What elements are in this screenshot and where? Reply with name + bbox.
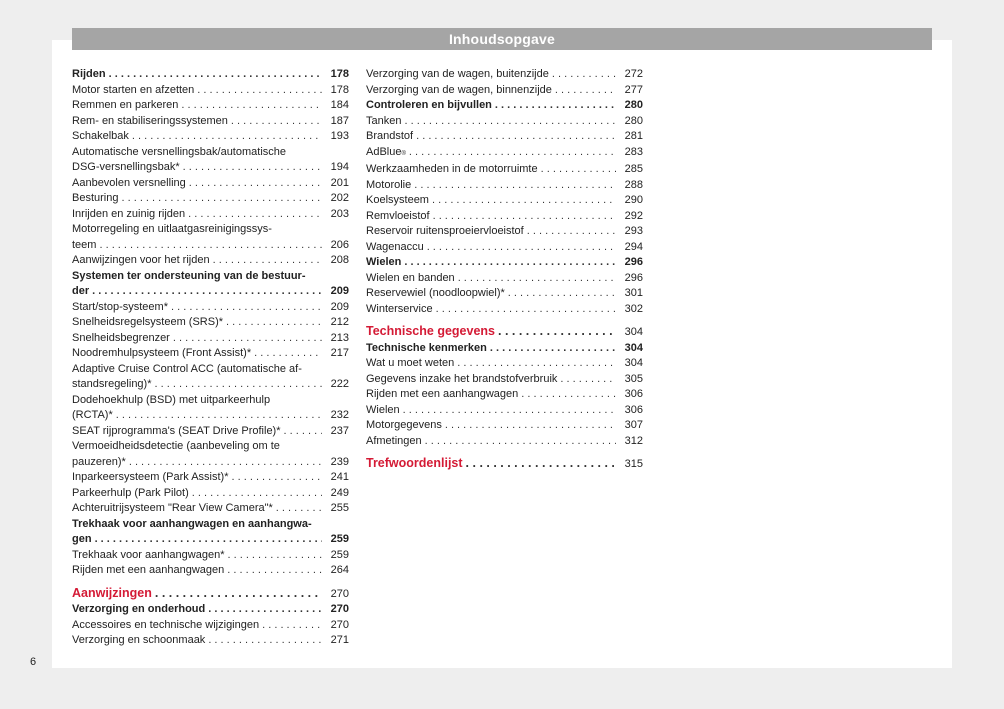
- toc-entry[interactable]: [72, 331, 349, 347]
- toc-page-number: 202: [330, 192, 349, 204]
- toc-entry-label: Verzorging van de wagen, buitenzijde: [366, 68, 549, 80]
- dot-leader: [109, 67, 322, 83]
- toc-page-number: 272: [624, 68, 643, 80]
- dot-leader: [521, 387, 616, 403]
- toc-page-number: 255: [330, 502, 349, 514]
- toc-entry-label: Wat u moet weten: [366, 357, 455, 369]
- toc-page-number: 288: [624, 178, 643, 191]
- toc-entry[interactable]: [366, 324, 643, 341]
- toc-entry-row: [72, 284, 349, 300]
- dot-leader: [403, 403, 616, 419]
- toc-entry-row: [366, 193, 643, 209]
- toc-entry[interactable]: [72, 548, 349, 564]
- dot-leader: [155, 586, 322, 602]
- toc-entry[interactable]: [366, 302, 643, 318]
- toc-entry-label: SEAT rijprogramma's (SEAT Drive Profile)*: [72, 424, 281, 437]
- toc-entry[interactable]: [366, 114, 643, 130]
- header-bar: [72, 28, 932, 50]
- toc-entry-row: [72, 67, 349, 83]
- toc-page-number: 302: [624, 302, 643, 315]
- toc-entry[interactable]: [366, 271, 643, 287]
- toc-entry[interactable]: [72, 470, 349, 486]
- toc-entry-label: Remvloeistof: [366, 209, 430, 222]
- toc-entry-label: Wielen: [366, 256, 402, 268]
- toc-entry-row: [366, 356, 643, 372]
- toc-entry[interactable]: [72, 393, 349, 424]
- toc-entry-row: [366, 403, 643, 419]
- toc-page-number: 239: [330, 455, 349, 468]
- toc-entry-row: [72, 83, 349, 99]
- toc-entry-row: [72, 532, 349, 548]
- toc-entry-label: standsregeling)*: [72, 378, 152, 390]
- dot-leader: [232, 470, 323, 486]
- toc-entry[interactable]: [366, 286, 643, 302]
- toc-entry[interactable]: [72, 517, 349, 548]
- toc-entry-row: [72, 315, 349, 331]
- toc-entry[interactable]: [72, 439, 349, 470]
- toc-entry-label: Brandstof: [366, 130, 414, 142]
- toc-entry-label: Inrijden en zuinig rijden: [72, 207, 186, 220]
- dot-leader: [498, 324, 616, 340]
- toc-entry-label: Snelheidsbegrenzer: [72, 331, 170, 344]
- toc-entry[interactable]: [366, 341, 643, 357]
- dot-leader: [95, 532, 322, 548]
- toc-entry-label: Verzorging van de wagen, binnenzijde: [366, 83, 552, 96]
- toc-entry-label: Tanken: [366, 114, 402, 127]
- toc-entry-row: [72, 129, 349, 145]
- toc-entry-first-line: Adaptive Cruise Control ACC (automatische af-: [72, 362, 302, 375]
- toc-entry-label: Technische kenmerken: [366, 341, 487, 354]
- page-title: Inhoudsopgave: [448, 31, 556, 47]
- toc-page-number: 206: [330, 238, 349, 251]
- toc-page-number: 193: [330, 130, 349, 142]
- toc-entry-label: Verzorging en onderhoud: [72, 603, 206, 615]
- toc-entry-row: [72, 300, 349, 316]
- toc-page-number: 304: [624, 341, 643, 354]
- toc-left-column: [72, 67, 349, 649]
- dot-leader: [192, 486, 322, 502]
- toc-entry[interactable]: [366, 418, 643, 434]
- page-number: 6: [30, 656, 37, 668]
- toc-entry-label: Verzorging en schoonmaak: [72, 634, 206, 646]
- toc-entry-first-line: Automatische versnellingsbak/automatische: [72, 145, 287, 158]
- toc-entry-label: Motorgegevens: [366, 419, 442, 431]
- toc-entry-row: [366, 456, 643, 473]
- dot-leader: [213, 253, 322, 269]
- dot-leader: [433, 209, 616, 225]
- toc-page-number: 270: [330, 603, 349, 615]
- toc-entry-first-line: Vermoeidheidsdetectie (aanbeveling om te: [72, 440, 280, 452]
- toc-entry[interactable]: [366, 387, 643, 403]
- toc-entry[interactable]: [366, 129, 643, 145]
- toc-entry-row: [72, 98, 349, 114]
- dot-leader: [262, 618, 322, 634]
- toc-entry-row: [72, 207, 349, 223]
- toc-entry-label: Rijden: [72, 68, 106, 80]
- dot-leader: [508, 286, 616, 302]
- toc-entry-label: Winterservice: [366, 302, 433, 315]
- toc-page-number: 306: [624, 403, 643, 416]
- dot-leader: [552, 67, 616, 83]
- toc-entry-row: [72, 486, 349, 502]
- toc-entry-row: [72, 618, 349, 634]
- toc-entry-label: Besturing: [72, 192, 119, 204]
- toc-entry-label: Snelheidsregelsysteem (SRS)*: [72, 316, 224, 328]
- toc-page-number: 304: [624, 357, 643, 369]
- toc-entry-row: [72, 602, 349, 618]
- dot-leader: [404, 114, 616, 130]
- toc-entry[interactable]: [366, 224, 643, 240]
- toc-entry[interactable]: [72, 129, 349, 145]
- toc-entry-label: Achteruitrijsysteem "Rear View Camera"*: [72, 502, 273, 514]
- toc-entry-label: Inparkeersysteem (Park Assist)*: [72, 471, 229, 483]
- toc-entry[interactable]: [72, 300, 349, 316]
- toc-entry-row: [366, 434, 643, 450]
- toc-entry-label: Controleren en bijvullen: [366, 99, 492, 111]
- dot-leader: [445, 418, 616, 434]
- toc-entry-row: [72, 114, 349, 130]
- toc-page-number: 249: [330, 486, 349, 499]
- toc-entry-row: [366, 145, 643, 163]
- toc-page-number: 203: [330, 207, 349, 220]
- toc-entry[interactable]: [72, 586, 349, 603]
- toc-entry[interactable]: [366, 240, 643, 256]
- toc-page-number: 270: [330, 618, 349, 631]
- dot-leader: [541, 162, 616, 178]
- toc-entry-row: [366, 240, 643, 256]
- toc-page-number: 277: [624, 83, 643, 96]
- dot-leader: [231, 114, 322, 130]
- toc-entry-label: AdBlue: [366, 145, 402, 158]
- toc-entry-label: pauzeren)*: [72, 455, 126, 468]
- toc-entry-row: [366, 224, 643, 240]
- dot-leader: [254, 346, 322, 362]
- dot-leader: [171, 300, 322, 316]
- dot-leader: [284, 424, 322, 440]
- dot-leader: [181, 98, 322, 114]
- toc-entry[interactable]: [366, 67, 643, 83]
- toc-entry[interactable]: [366, 209, 643, 225]
- dot-leader: [189, 176, 322, 192]
- toc-page-number: 293: [624, 225, 643, 237]
- dot-leader: [466, 456, 616, 472]
- toc-entry-label: Werkzaamheden in de motorruimte: [366, 163, 538, 175]
- toc-entry-label: Motor starten en afzetten: [72, 83, 195, 96]
- dot-leader: [208, 602, 322, 618]
- dot-leader: [227, 563, 322, 579]
- toc-entry-row: [72, 191, 349, 207]
- dot-leader: [495, 98, 616, 114]
- toc-page-number: 201: [330, 176, 349, 189]
- toc-entry-row: [366, 98, 643, 114]
- toc-entry-row: [72, 455, 349, 471]
- toc-entry[interactable]: [366, 193, 643, 209]
- toc-page-number: 212: [330, 316, 349, 328]
- toc-entry[interactable]: [72, 424, 349, 440]
- toc-entry[interactable]: [366, 145, 643, 163]
- toc-page-number: 292: [624, 209, 643, 222]
- toc-page-number: 259: [330, 533, 349, 545]
- toc-entry[interactable]: [72, 145, 349, 176]
- toc-entry-first-line: Motorregeling en uitlaatgasreinigingssys-: [72, 223, 272, 235]
- toc-entry-row: [366, 302, 643, 318]
- toc-page-number: 281: [624, 130, 643, 142]
- toc-entry[interactable]: [366, 372, 643, 388]
- toc-entry-label: (RCTA)*: [72, 409, 113, 421]
- toc-page-number: 305: [624, 372, 643, 385]
- toc-entry[interactable]: [366, 356, 643, 372]
- toc-entry-row: [72, 346, 349, 362]
- toc-page-number: 208: [330, 254, 349, 266]
- toc-entry-label: Parkeerhulp (Park Pilot): [72, 486, 189, 499]
- toc-entry-row: [72, 408, 349, 424]
- dot-leader: [197, 83, 322, 99]
- toc-entry-label: gen: [72, 533, 92, 545]
- toc-entry[interactable]: [366, 178, 643, 194]
- toc-entry-label: Technische gegevens: [366, 324, 495, 338]
- toc-entry[interactable]: [366, 403, 643, 419]
- toc-entry-row: [72, 548, 349, 564]
- toc-page-number: 232: [330, 409, 349, 421]
- toc-entry-row: [72, 176, 349, 192]
- toc-entry[interactable]: [72, 67, 349, 83]
- dot-leader: [155, 377, 323, 393]
- dot-leader: [226, 315, 322, 331]
- toc-entry-label: Trefwoordenlijst: [366, 456, 463, 470]
- toc-right-column: [366, 67, 643, 473]
- toc-entry-row: [366, 162, 643, 178]
- toc-entry-label: Rijden met een aanhangwagen: [72, 564, 225, 576]
- toc-entry-row: [366, 67, 643, 83]
- toc-entry-label: der: [72, 285, 90, 297]
- toc-entry-first-line: Dodehoekhulp (BSD) met uitparkeerhulp: [72, 393, 271, 406]
- toc-entry-label: Remmen en parkeren: [72, 99, 179, 111]
- toc-page-number: 290: [624, 194, 643, 206]
- toc-entry[interactable]: [72, 176, 349, 192]
- toc-entry-row: [366, 341, 643, 357]
- toc-entry-label: teem: [72, 238, 97, 251]
- toc-page-number: 306: [624, 388, 643, 400]
- toc-entry[interactable]: [366, 98, 643, 114]
- toc-entry-row: [72, 424, 349, 440]
- toc-entry-label: Aanbevolen versnelling: [72, 176, 186, 189]
- dot-leader: [458, 271, 616, 287]
- toc-entry-label: Motorolie: [366, 178, 412, 191]
- toc-entry-label: Wagenaccu: [366, 240, 424, 253]
- toc-entry-row: [366, 83, 643, 99]
- toc-entry-row: [366, 178, 643, 194]
- dot-leader: [560, 372, 616, 388]
- toc-page-number: 209: [330, 300, 349, 313]
- toc-entry[interactable]: [366, 434, 643, 450]
- toc-page-number: 283: [624, 145, 643, 158]
- toc-page-number: 194: [330, 161, 349, 173]
- toc-entry-row: [72, 238, 349, 254]
- toc-entry[interactable]: [72, 346, 349, 362]
- toc-entry-row: [366, 286, 643, 302]
- toc-entry-label: Wielen en banden: [366, 271, 455, 284]
- dot-leader: [527, 224, 616, 240]
- toc-entry-row: [72, 563, 349, 579]
- toc-entry-row: [72, 586, 349, 603]
- toc-entry-label: Gegevens inzake het brandstofverbruik: [366, 372, 558, 385]
- toc-page-number: 301: [624, 287, 643, 299]
- toc-entry[interactable]: [366, 456, 643, 473]
- toc-entry-label: Accessoires en technische wijzigingen: [72, 618, 260, 631]
- toc-entry[interactable]: [366, 83, 643, 99]
- toc-entry-label: Rem- en stabiliseringssystemen: [72, 114, 228, 127]
- toc-entry-label: Start/stop-systeem*: [72, 300, 168, 313]
- toc-entry-label: Schakelbak: [72, 130, 129, 142]
- registered-mark: ®: [401, 150, 406, 157]
- toc-entry-row: [366, 114, 643, 130]
- toc-entry-row: [366, 372, 643, 388]
- toc-entry-label: Aanwijzingen: [72, 585, 152, 600]
- toc-entry-row: [366, 271, 643, 287]
- toc-entry[interactable]: [72, 253, 349, 269]
- dot-leader: [409, 145, 616, 161]
- toc-page-number: 296: [624, 271, 643, 284]
- toc-page-number: 280: [624, 114, 643, 127]
- dot-leader: [183, 160, 322, 176]
- toc-entry-row: [72, 377, 349, 393]
- toc-entry[interactable]: [366, 255, 643, 271]
- toc-entry[interactable]: [366, 162, 643, 178]
- toc-entry[interactable]: [72, 618, 349, 634]
- toc-entry-row: [366, 418, 643, 434]
- toc-page-number: 315: [624, 458, 643, 470]
- toc-page-number: 264: [330, 564, 349, 576]
- toc-entry-row: [72, 470, 349, 486]
- dot-leader: [188, 207, 322, 223]
- toc-entry-label: Wielen: [366, 403, 400, 416]
- toc-page-number: 209: [330, 285, 349, 297]
- toc-page-number: 178: [330, 83, 349, 96]
- dot-leader: [555, 83, 616, 99]
- toc-entry[interactable]: [72, 362, 349, 393]
- toc-page-number: 187: [330, 114, 349, 127]
- toc-entry-row: [72, 501, 349, 517]
- dot-leader: [227, 548, 322, 564]
- toc-entry[interactable]: [72, 633, 349, 649]
- toc-page-number: 241: [330, 471, 349, 483]
- toc-page-number: 296: [624, 256, 643, 268]
- toc-entry-row: [72, 331, 349, 347]
- dot-leader: [425, 434, 616, 450]
- dot-leader: [427, 240, 616, 256]
- toc-entry-label: DSG-versnellingsbak*: [72, 161, 180, 173]
- toc-entry[interactable]: [72, 114, 349, 130]
- toc-entry-row: [366, 129, 643, 145]
- toc-page-number: 178: [330, 68, 349, 80]
- dot-leader: [129, 455, 322, 471]
- toc-page-number: 222: [330, 378, 349, 390]
- toc-entry-row: [366, 324, 643, 341]
- toc-page-number: 280: [624, 99, 643, 111]
- toc-entry-label: Koelsysteem: [366, 194, 429, 206]
- toc-entry[interactable]: [72, 83, 349, 99]
- toc-page-number: 285: [624, 163, 643, 175]
- toc-entry[interactable]: [72, 98, 349, 114]
- toc-entry-label: Reservoir ruitensproeiervloeistof: [366, 225, 524, 237]
- toc-page-number: 259: [330, 548, 349, 561]
- toc-entry[interactable]: [72, 269, 349, 300]
- dot-leader: [490, 341, 616, 357]
- dot-leader: [99, 238, 322, 254]
- dot-leader: [432, 193, 616, 209]
- toc-entry-first-line: Systemen ter ondersteuning van de bestuur-: [72, 269, 306, 282]
- toc-entry[interactable]: [72, 602, 349, 618]
- toc-entry[interactable]: [72, 207, 349, 223]
- toc-entry[interactable]: [72, 501, 349, 517]
- dot-leader: [404, 255, 616, 271]
- dot-leader: [276, 501, 322, 517]
- dot-leader: [121, 191, 322, 207]
- toc-entry-label: Reservewiel (noodloopwiel)*: [366, 287, 505, 299]
- toc-entry-label: Rijden met een aanhangwagen: [366, 388, 519, 400]
- toc-page-number: 270: [330, 587, 349, 600]
- dot-leader: [208, 633, 322, 649]
- toc-entry-row: [72, 160, 349, 176]
- toc-entry-label: Aanwijzingen voor het rijden: [72, 254, 210, 266]
- dot-leader: [416, 129, 616, 145]
- toc-page-number: 312: [624, 434, 643, 447]
- toc-page-number: 307: [624, 419, 643, 431]
- toc-entry[interactable]: [72, 315, 349, 331]
- toc-page-number: 217: [330, 347, 349, 359]
- dot-leader: [92, 284, 322, 300]
- toc-entry-label: Afmetingen: [366, 434, 422, 447]
- toc-entry-row: [366, 209, 643, 225]
- toc-entry[interactable]: [72, 191, 349, 207]
- toc-entry-row: [366, 387, 643, 403]
- dot-leader: [132, 129, 322, 145]
- toc-page-number: 237: [330, 424, 349, 437]
- toc-page-number: 213: [330, 331, 349, 344]
- dot-leader: [436, 302, 616, 318]
- toc-page-number: 304: [624, 326, 643, 338]
- toc-entry-row: [72, 253, 349, 269]
- toc-page-number: 294: [624, 240, 643, 253]
- toc-entry[interactable]: [72, 486, 349, 502]
- toc-entry-first-line: Trekhaak voor aanhangwagen en aanhangwa-: [72, 517, 312, 530]
- dot-leader: [414, 178, 616, 194]
- toc-entry-label: Noodremhulpsysteem (Front Assist)*: [72, 347, 252, 359]
- toc-entry-label: Trekhaak voor aanhangwagen*: [72, 548, 225, 561]
- toc-entry[interactable]: [72, 563, 349, 579]
- dot-leader: [457, 356, 616, 372]
- toc-entry-row: [72, 633, 349, 649]
- dot-leader: [116, 408, 322, 424]
- dot-leader: [173, 331, 322, 347]
- toc-entry-row: [366, 255, 643, 271]
- toc-page-number: 271: [330, 634, 349, 646]
- toc-entry[interactable]: [72, 222, 349, 253]
- toc-page-number: 184: [330, 99, 349, 111]
